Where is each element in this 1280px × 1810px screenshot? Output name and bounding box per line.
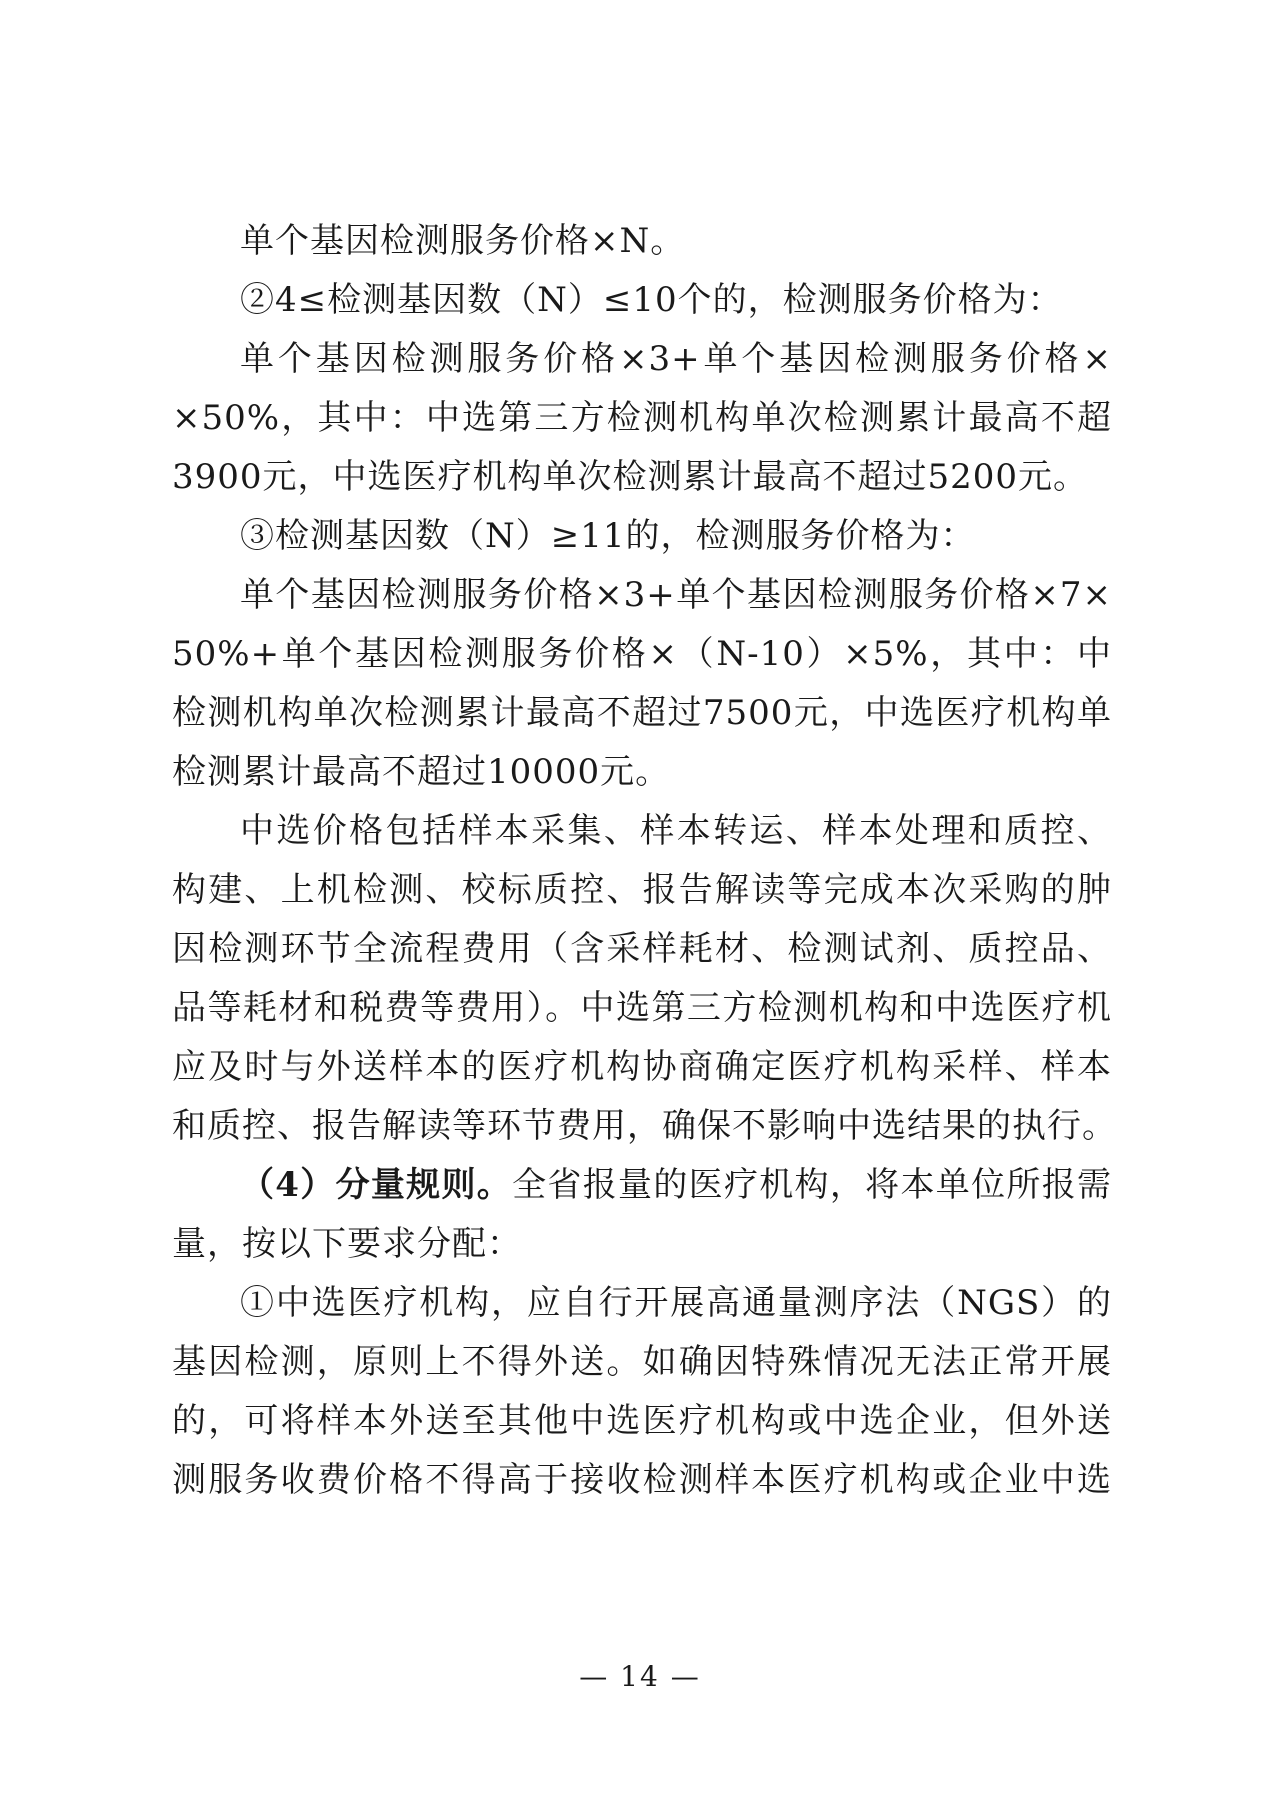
text-line: 中选价格包括样本采集、样本转运、样本处理和质控、 <box>240 811 1112 851</box>
text-line: 单个基因检测服务价格×N。 <box>240 221 686 261</box>
text-line: 品等耗材和税费等费用）。中选第三方检测机构和中选医疗机 <box>172 988 1112 1028</box>
text-line: ①中选医疗机构，应自行开展高通量测序法（NGS）的 <box>240 1283 1112 1323</box>
text-line: ②4≤检测基因数（N）≤10个的，检测服务价格为： <box>240 280 1063 320</box>
text-line: 量，按以下要求分配： <box>172 1224 522 1264</box>
page-number: — 14 — <box>579 1660 701 1693</box>
text-line: 基因检测，原则上不得外送。如确因特殊情况无法正常开展 <box>172 1342 1112 1382</box>
section-heading-line <box>172 1156 1112 1215</box>
text-line: 因检测环节全流程费用（含采样耗材、检测试剂、质控品、 <box>172 929 1112 969</box>
text-line: 应及时与外送样本的医疗机构协商确定医疗机构采样、样本 <box>172 1047 1112 1087</box>
text-line: 检测累计最高不超过10000元。 <box>172 752 671 792</box>
text-line: 50%+单个基因检测服务价格×（N-10）×5%，其中：中 <box>172 634 1112 674</box>
text-line: 全省报量的医疗机构，将本单位所报需 <box>512 1165 1112 1205</box>
text-line: 检测机构单次检测累计最高不超过7500元，中选医疗机构单 <box>172 693 1112 733</box>
section-heading: （4）分量规则。 <box>240 1165 513 1205</box>
text-line: 测服务收费价格不得高于接收检测样本医疗机构或企业中选 <box>172 1460 1112 1500</box>
text-line: 和质控、报告解读等环节费用，确保不影响中选结果的执行。 <box>172 1106 1117 1146</box>
text-line: ③检测基因数（N）≥11的，检测服务价格为： <box>240 516 976 556</box>
document-body <box>172 212 1117 1510</box>
text-line: 构建、上机检测、校标质控、报告解读等完成本次采购的肿 <box>172 870 1112 910</box>
text-line: 单个基因检测服务价格×3+单个基因检测服务价格×7× <box>240 575 1112 615</box>
text-line: 单个基因检测服务价格×3+单个基因检测服务价格× <box>240 339 1112 379</box>
text-line: ×50%，其中：中选第三方检测机构单次检测累计最高不超 <box>172 398 1112 438</box>
text-line: 的，可将样本外送至其他中选医疗机构或中选企业，但外送 <box>172 1401 1112 1441</box>
text-line: 3900元，中选医疗机构单次检测累计最高不超过5200元。 <box>172 457 1089 497</box>
